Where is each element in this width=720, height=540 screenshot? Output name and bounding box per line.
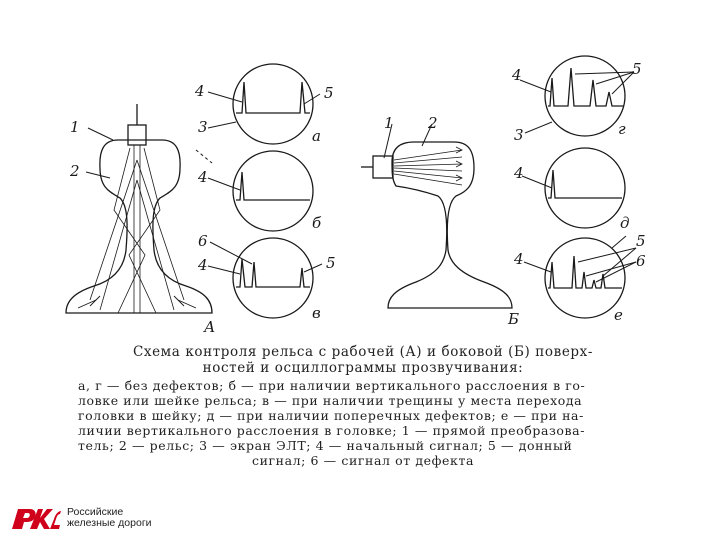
leader-osc-e-6a bbox=[586, 262, 636, 276]
osc-a-trace bbox=[236, 82, 310, 113]
caption-body-line-5: тель; 2 — рельс; 3 — экран ЭЛТ; 4 — начальный сигнал; 5 — донный bbox=[78, 438, 573, 453]
rail-b-profile bbox=[388, 142, 512, 308]
label-a-rail: 2 bbox=[70, 162, 80, 180]
label-e-initial-signal: 4 bbox=[514, 250, 524, 268]
rzd-logo-line-2: железные дороги bbox=[67, 517, 152, 529]
label-a-initial-signal: 4 bbox=[195, 82, 205, 100]
osc-b-trace bbox=[236, 172, 310, 200]
rzd-logo-text bbox=[67, 507, 152, 529]
foot-arrows-a bbox=[78, 296, 196, 308]
ultrasound-beams-b bbox=[394, 147, 462, 185]
osc-b-screen bbox=[233, 151, 313, 231]
probe-a bbox=[128, 125, 146, 145]
osc-v-trace bbox=[236, 259, 310, 287]
osc-a-letter: а bbox=[312, 127, 321, 145]
osc-g-screen bbox=[545, 56, 625, 136]
label-g-initial-signal: 4 bbox=[512, 66, 522, 84]
osc-b-letter: б bbox=[312, 214, 322, 232]
label-v-bottom-signal: 5 bbox=[326, 254, 336, 272]
label-d-initial-signal: 4 bbox=[514, 164, 524, 182]
leader-a-dash bbox=[196, 150, 212, 163]
panel-b-label: Б bbox=[508, 310, 520, 328]
caption-body-line-6: сигнал; 6 — сигнал от дефекта bbox=[251, 453, 475, 468]
rzd-logo-line-1: Российские bbox=[67, 506, 124, 518]
caption-title-line-2: ностей и осциллограммы прозвучивания: bbox=[202, 360, 524, 376]
rzd-logo-mark bbox=[10, 503, 62, 533]
caption-title-line-1: Схема контроля рельса с рабочей (А) и боковой (Б) поверх- bbox=[132, 344, 594, 360]
caption-body-line-3: головки в шейку; д — при наличии поперечных дефектов; е — при на- bbox=[78, 408, 584, 423]
ultrasound-beams-a bbox=[90, 145, 184, 313]
label-v-initial-signal: 4 bbox=[198, 256, 208, 274]
leader-osc-v-6 bbox=[210, 242, 252, 264]
osc-g-letter: г bbox=[618, 120, 626, 138]
leader-osc-v-4 bbox=[208, 266, 240, 274]
leader-a-1 bbox=[88, 128, 113, 140]
osc-d-letter: д bbox=[620, 214, 630, 232]
label-g-screen: 3 bbox=[514, 126, 524, 144]
label-b-probe: 1 bbox=[384, 114, 394, 132]
osc-v-letter: в bbox=[312, 304, 321, 322]
figure-caption bbox=[78, 344, 648, 468]
osc-e-letter: е bbox=[614, 306, 623, 324]
leader-osc-d-4 bbox=[522, 176, 552, 188]
caption-body-line-4: личии вертикального расслоения в головке; 1 — прямой преобразова- bbox=[78, 423, 586, 438]
caption-body-line-2: ловке или шейке рельса; в — при наличии трещины у места перехода bbox=[78, 393, 583, 408]
caption-title bbox=[78, 344, 648, 376]
osc-d-trace bbox=[548, 170, 622, 198]
osc-d-screen bbox=[545, 148, 625, 228]
label-a-bottom-signal: 5 bbox=[324, 84, 334, 102]
label-e-defect-signal: 6 bbox=[636, 252, 646, 270]
label-b-initial-signal: 4 bbox=[198, 168, 208, 186]
leader-osc-a-3 bbox=[208, 122, 236, 128]
leader-osc-g-3 bbox=[525, 122, 552, 133]
leader-osc-a-4 bbox=[208, 92, 242, 102]
label-g-bottom-signal: 5 bbox=[632, 60, 642, 78]
label-v-defect-signal: 6 bbox=[198, 232, 208, 250]
rzd-logo bbox=[10, 503, 170, 533]
probe-b bbox=[373, 156, 393, 178]
caption-body bbox=[78, 378, 648, 468]
label-a-screen: 3 bbox=[198, 118, 208, 136]
label-b-rail: 2 bbox=[428, 114, 438, 132]
caption-body-line-1: а, г — без дефектов; б — при наличии вертикального расслоения в го- bbox=[78, 378, 586, 393]
panel-a-label: А bbox=[204, 318, 216, 336]
leader-osc-g-5a bbox=[575, 72, 634, 74]
leader-osc-d-letter bbox=[612, 236, 626, 248]
leader-a-2 bbox=[86, 172, 110, 178]
label-e-bottom-signal: 5 bbox=[636, 232, 646, 250]
label-a-probe: 1 bbox=[70, 118, 80, 136]
